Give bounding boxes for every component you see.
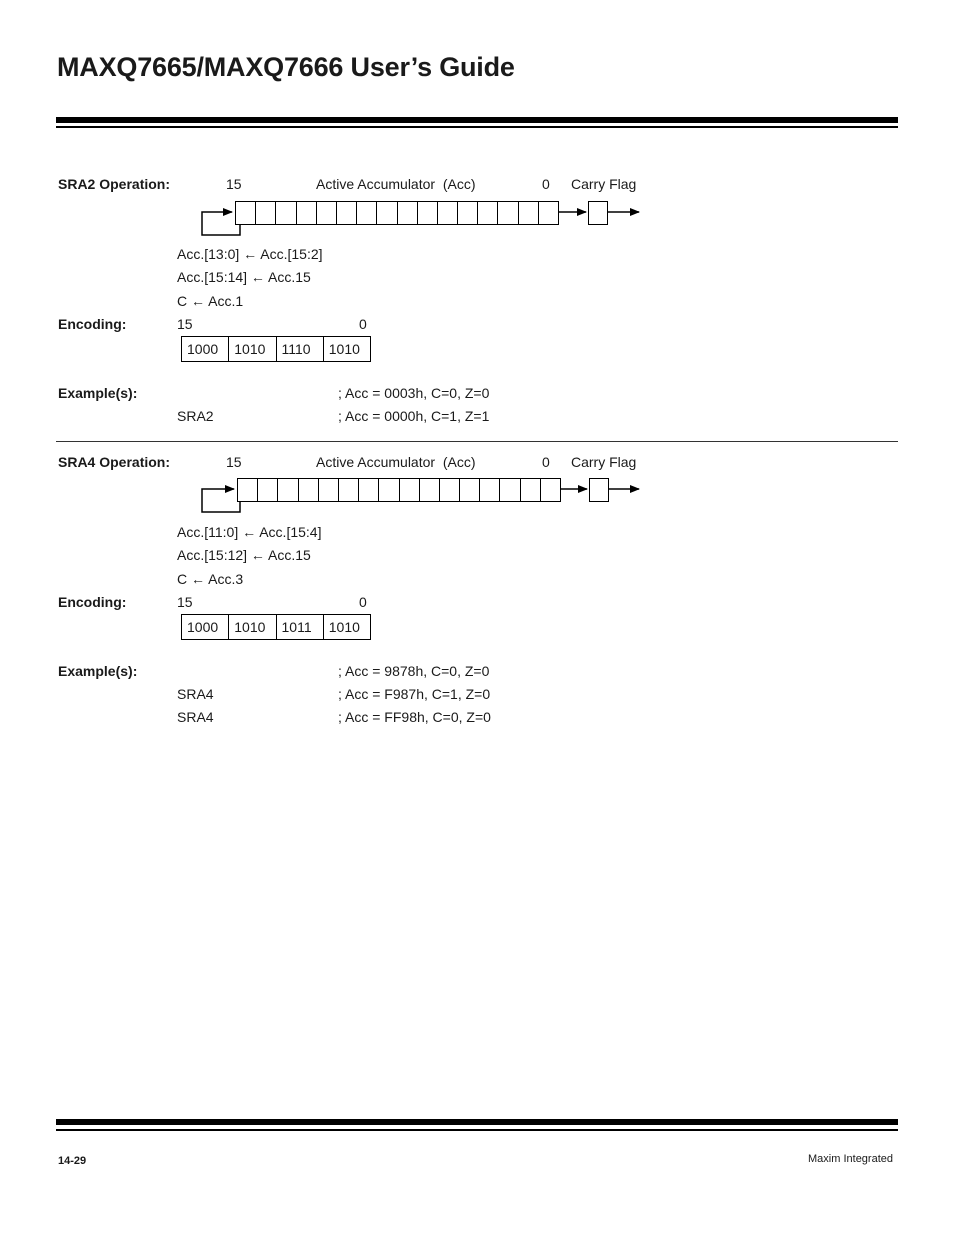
sra4-encoding-bit-low: 0 xyxy=(359,594,367,610)
sra4-sign-feedback-arrow xyxy=(202,489,240,512)
sra4-operation-line-3: C ← Acc.3 xyxy=(177,571,244,587)
page-number: 14-29 xyxy=(58,1155,87,1167)
encoding-nibble: 1010 xyxy=(328,341,360,357)
sra2-encoding-label: Encoding: xyxy=(58,316,127,332)
sra2-register-name: Active Accumulator (Acc) xyxy=(316,176,476,192)
encoding-nibble: 1110 xyxy=(277,337,324,361)
sra4-operation-line-1: Acc.[11:0] ← Acc.[15:4] xyxy=(177,524,322,540)
sra2-sign-feedback-arrow xyxy=(202,212,240,235)
sra4-bit-low-label: 0 xyxy=(542,454,550,470)
sra2-bit-low-label: 0 xyxy=(542,176,550,192)
sra4-carry-label: Carry Flag xyxy=(571,454,637,470)
encoding-nibble: 1000 xyxy=(182,337,229,361)
sra2-operation-label: SRA2 Operation: xyxy=(58,176,171,192)
sra4-examples-label: Example(s): xyxy=(58,663,138,679)
sra2-operation-line-1: Acc.[13:0] ← Acc.[15:2] xyxy=(177,246,323,262)
encoding-nibble: 1010 xyxy=(328,619,360,635)
sra2-encoding-bit-low: 0 xyxy=(359,316,367,332)
sra4-example-2-instr: SRA4 xyxy=(177,686,214,702)
sra2-encoding-bit-high: 15 xyxy=(177,316,193,332)
encoding-nibble: 1000 xyxy=(182,615,229,639)
encoding-nibble: 1010 xyxy=(229,615,276,639)
sra4-encoding-bit-high: 15 xyxy=(177,594,193,610)
page-title: MAXQ7665/MAXQ7666 User’s Guide xyxy=(57,52,515,82)
sra4-example-2-comment: ; Acc = F987h, C=1, Z=0 xyxy=(338,686,491,702)
sra2-operation-line-3: C ← Acc.1 xyxy=(177,293,244,309)
sra2-bit-high-label: 15 xyxy=(226,176,242,192)
sra4-bit-high-label: 15 xyxy=(226,454,242,470)
sra4-operation-line-2: Acc.[15:12] ← Acc.15 xyxy=(177,547,311,563)
encoding-nibble: 1011 xyxy=(277,615,324,639)
sra4-example-3-instr: SRA4 xyxy=(177,709,214,725)
sra2-example-1-comment: ; Acc = 0003h, C=0, Z=0 xyxy=(338,385,490,401)
sra2-operation-line-2: Acc.[15:14] ← Acc.15 xyxy=(177,269,311,285)
sra2-carry-label: Carry Flag xyxy=(571,176,637,192)
sra4-register-name: Active Accumulator (Acc) xyxy=(316,454,476,470)
sra2-example-2-comment: ; Acc = 0000h, C=1, Z=1 xyxy=(338,408,490,424)
sra4-operation-label: SRA4 Operation: xyxy=(58,454,171,470)
footer-rule-thick xyxy=(56,1119,898,1125)
encoding-nibble: 1010 xyxy=(229,337,276,361)
sra2-examples-label: Example(s): xyxy=(58,385,138,401)
footer-rule-thin xyxy=(56,1129,898,1131)
sra4-example-1-comment: ; Acc = 9878h, C=0, Z=0 xyxy=(338,663,490,679)
sra4-example-3-comment: ; Acc = FF98h, C=0, Z=0 xyxy=(338,709,491,725)
sra2-example-2-instr: SRA2 xyxy=(177,408,214,424)
company-name: Maxim Integrated xyxy=(808,1153,893,1165)
sra4-encoding-label: Encoding: xyxy=(58,594,127,610)
